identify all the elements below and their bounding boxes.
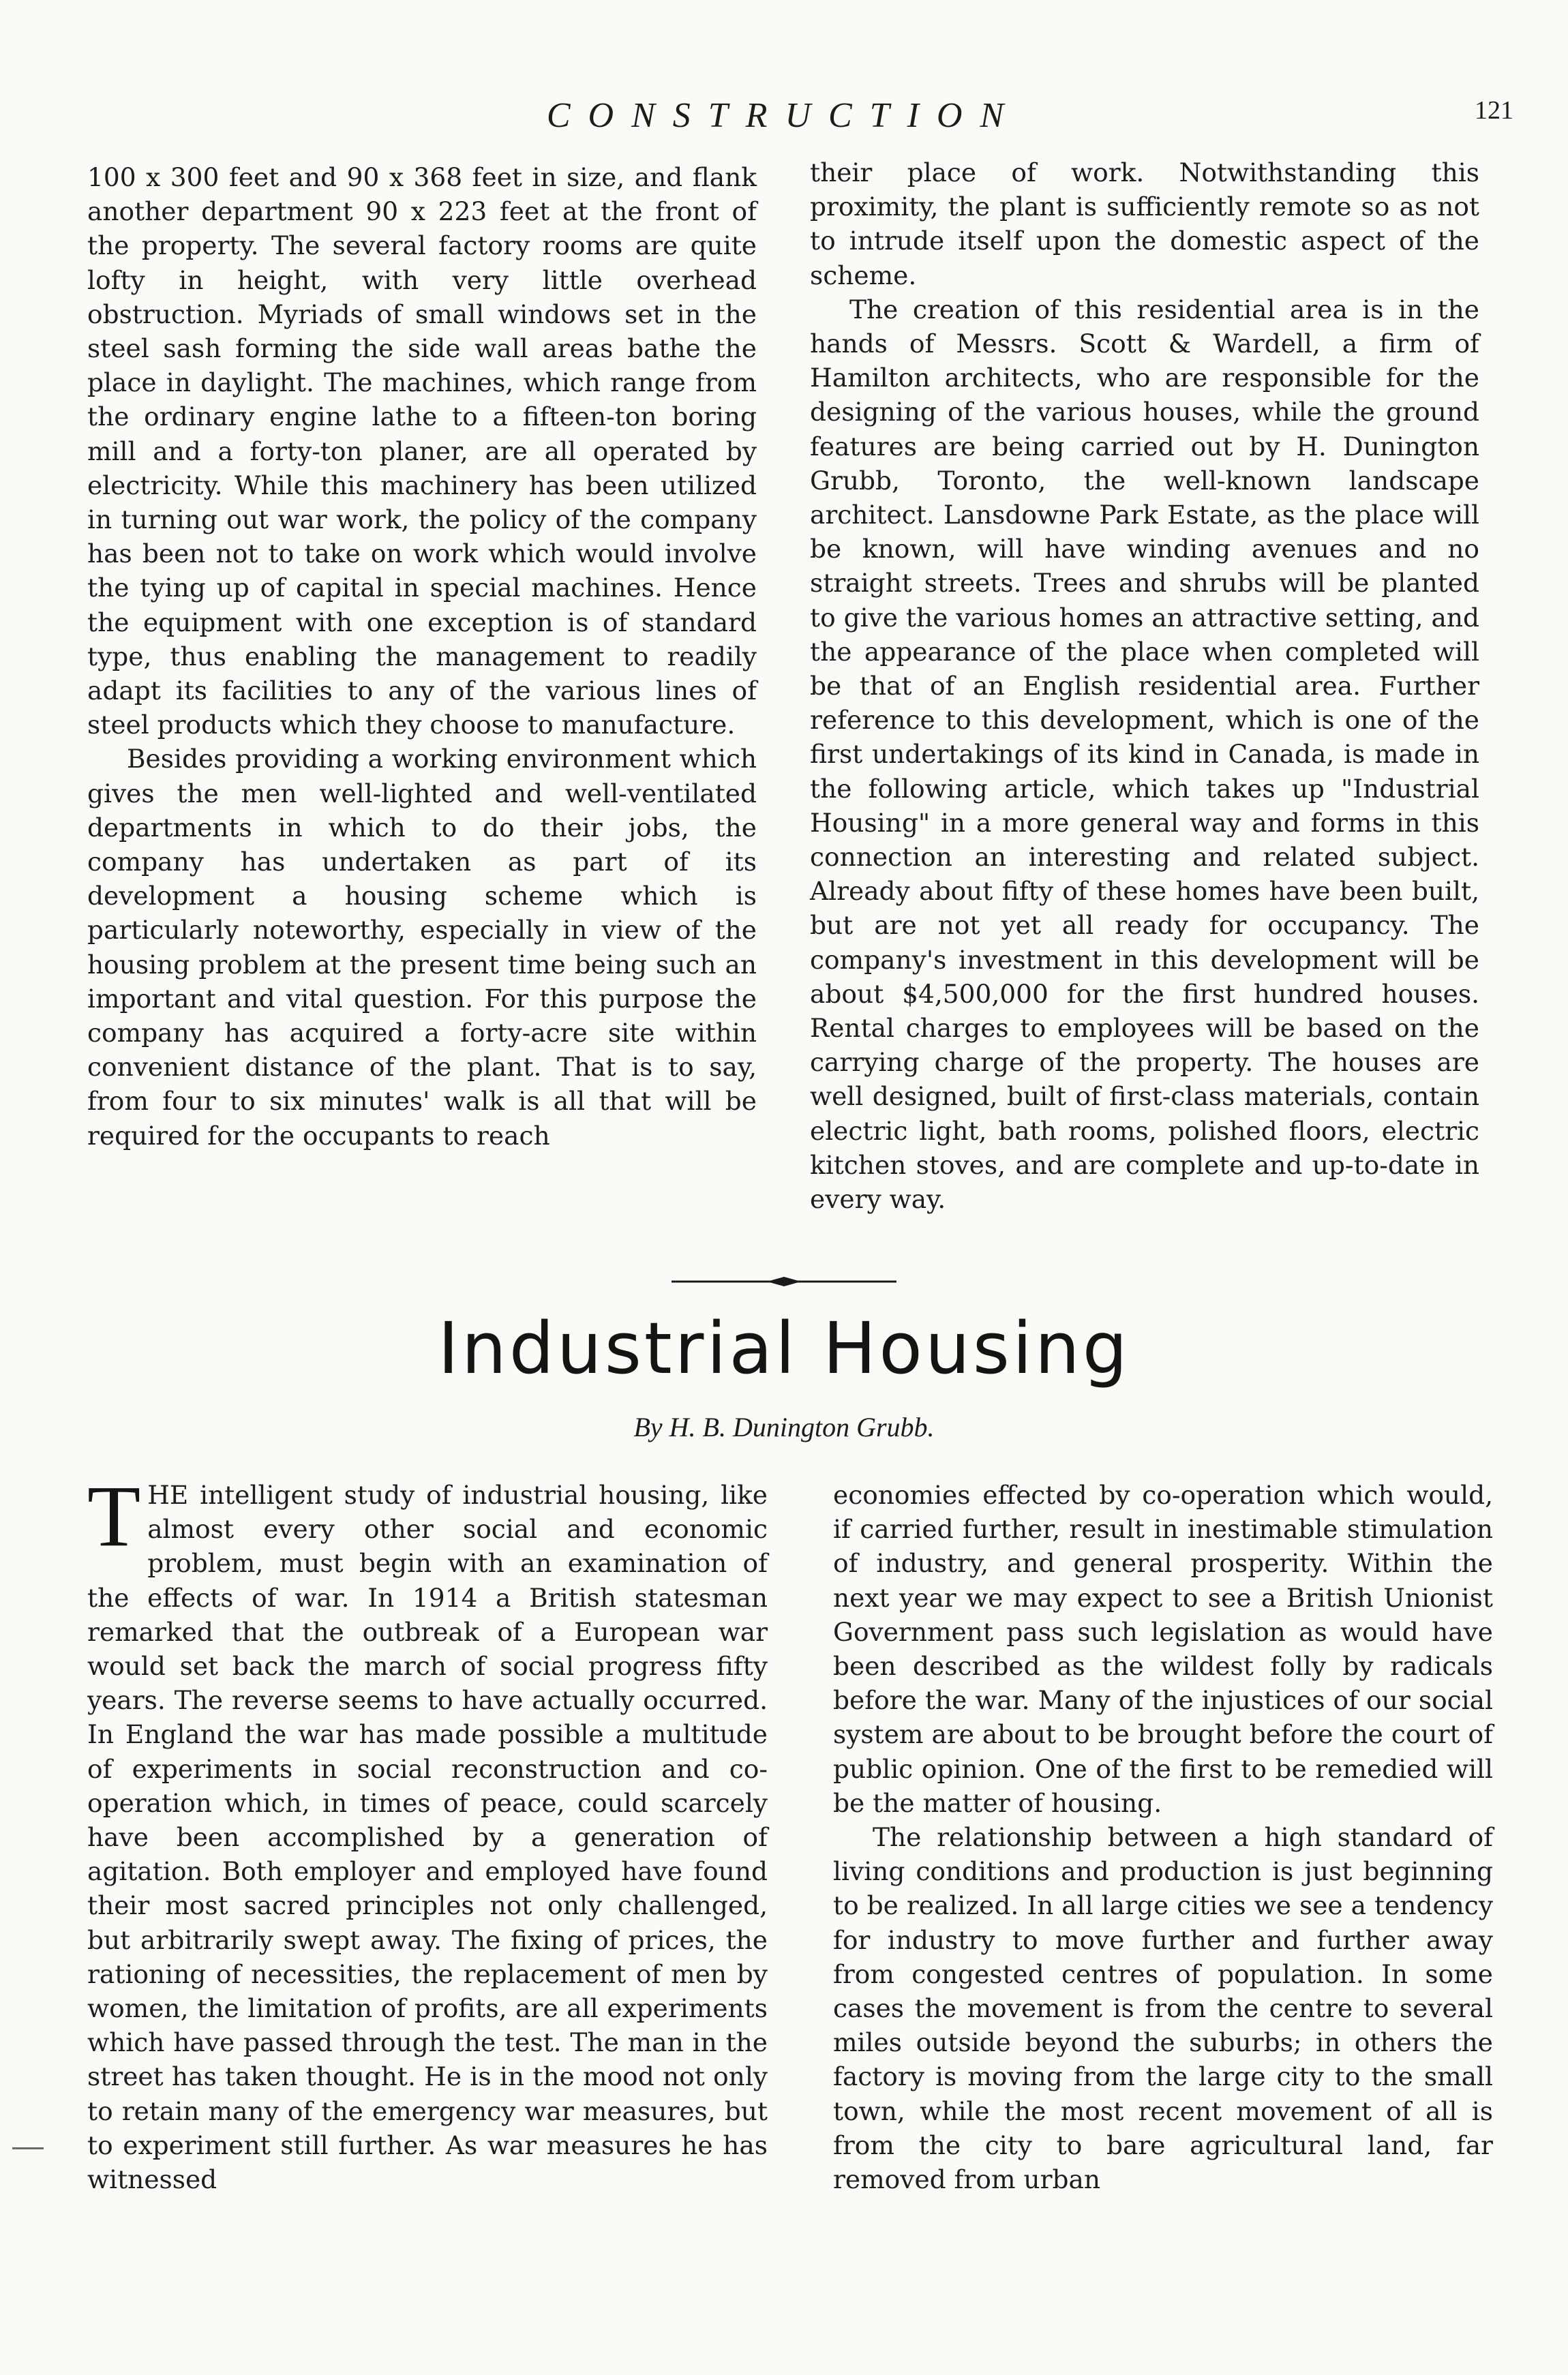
paragraph: The creation of this residential area is in the hands of Messrs. Scott & Wardell, a firm of Hamilton architects, who are responsible for the designing of the various houses, while the ground features are being carried out by H. Dunington Grubb, Toronto, the well-known landscape architect. Lansdowne Park Estate, as the place will be known, will have winding avenues and no straight streets. Trees and shrubs will be planted to give the various homes an attractive setting, and the appearance of the place when completed will be that of an English residential area. Further reference to this development, which is one of the first undertakings of its kind in Canada, is made in the following article, which takes up "Industrial Housing" in a more general way and forms in this connection an interesting and related subject. Already about fifty of these homes have been built, but are not yet all ready for occupancy. The company's investment in this development will be about $4,500,000 for the first hundred houses. Rental charges to employees will be based on the carrying charge of the property. The houses are well designed, built of first-class materials, contain electric light, bath rooms, polished floors, electric kitchen stoves, and are complete and up-to-date in every way. xyxy=(810,294,1479,1215)
drop-cap: T xyxy=(87,1468,141,1564)
article-right-column xyxy=(833,1478,1493,2196)
top-article-right-column xyxy=(810,155,1479,1216)
top-article-left-column xyxy=(87,160,757,1153)
article-byline: By H. B. Dunington Grubb. xyxy=(633,1412,935,1442)
page-number: 121 xyxy=(1475,96,1513,125)
paragraph: 100 x 300 feet and 90 x 368 feet in size, and flank another department 90 x 223 feet at the front of the property. The several factory rooms are quite lofty in height, with very little overhead obstruction. Myriads of small windows set in the steel sash forming the side wall areas bathe the place in daylight. The machines, which range from the ordinary engine lathe to a fifteen-ton boring mill and a forty-ton planer, are all operated by electricity. While this machinery has been utilized in turning out war work, the policy of the company has been not to take on work which would involve the tying up of capital in special machines. Hence the equipment with one exception is of standard type, thus enabling the management to readily adapt its facilities to any of the various lines of steel products which they choose to manufacture. xyxy=(87,162,757,740)
section-divider-ornament xyxy=(672,1276,896,1287)
margin-mark xyxy=(12,2147,44,2149)
paragraph: their place of work. Notwithstanding this proximity, the plant is sufficiently remote so as not to intrude itself upon the domestic aspect of the scheme. xyxy=(810,157,1479,290)
paragraph: economies effected by co-operation which would, if carried further, result in inestimable stimulation of industry, and general prosperity. Within the next year we may expect to see a British Unionist Government pass such legislation as would have been described as the wildest folly by radicals before the war. Many of the injustices of our social system are about to be brought before the court of public opinion. One of the first to be remedied will be the matter of housing. xyxy=(833,1480,1493,1818)
paragraph xyxy=(87,1468,768,2196)
article-left-column xyxy=(87,1468,768,2196)
paragraph-text: HE intelligent study of industrial housing, like almost every other social and economic problem, must begin with an examination of the effects of war. In 1914 a British statesman remarked that the outbreak of a European war would set back the march of social progress fifty years. The reverse seems to have actually occurred. In England the war has made possible a multitude of experiments in social reconstruction and co-operation which, in times of peace, could scarcely have been accomplished by a generation of agitation. Both employer and employed have found their most sacred principles not only challenged, but arbitrarily swept away. The fixing of prices, the rationing of necessities, the replacement of men by women, the limitation of profits, are all experiments which have passed through the test. The man in the street has taken thought. He is in the mood not only to retain many of the emergency war measures, but to experiment still further. As war measures he has witnessed xyxy=(87,1480,768,2195)
article-title: Industrial Housing xyxy=(438,1307,1130,1390)
paragraph: Besides providing a working environment which gives the men well-lighted and well-ventilated departments in which to do their jobs, the company has undertaken as part of its development a housing scheme which is particularly noteworthy, especially in view of the housing problem at the present time being such an important and vital question. For this purpose the company has acquired a forty-acre site within convenient distance of the plant. That is to say, from four to six minutes' walk is all that will be required for the occupants to reach xyxy=(87,744,757,1151)
paragraph: The relationship between a high standard of living conditions and production is just beginning to be realized. In all large cities we see a tendency for industry to move further and further away from congested centres of population. In some cases the movement is from the centre to several miles outside beyond the suburbs; in others the factory is moving from the large city to the small town, while the most recent movement of all is from the city to bare agricultural land, far removed from urban xyxy=(833,1822,1493,2195)
running-head: CONSTRUCTION xyxy=(546,96,1022,135)
